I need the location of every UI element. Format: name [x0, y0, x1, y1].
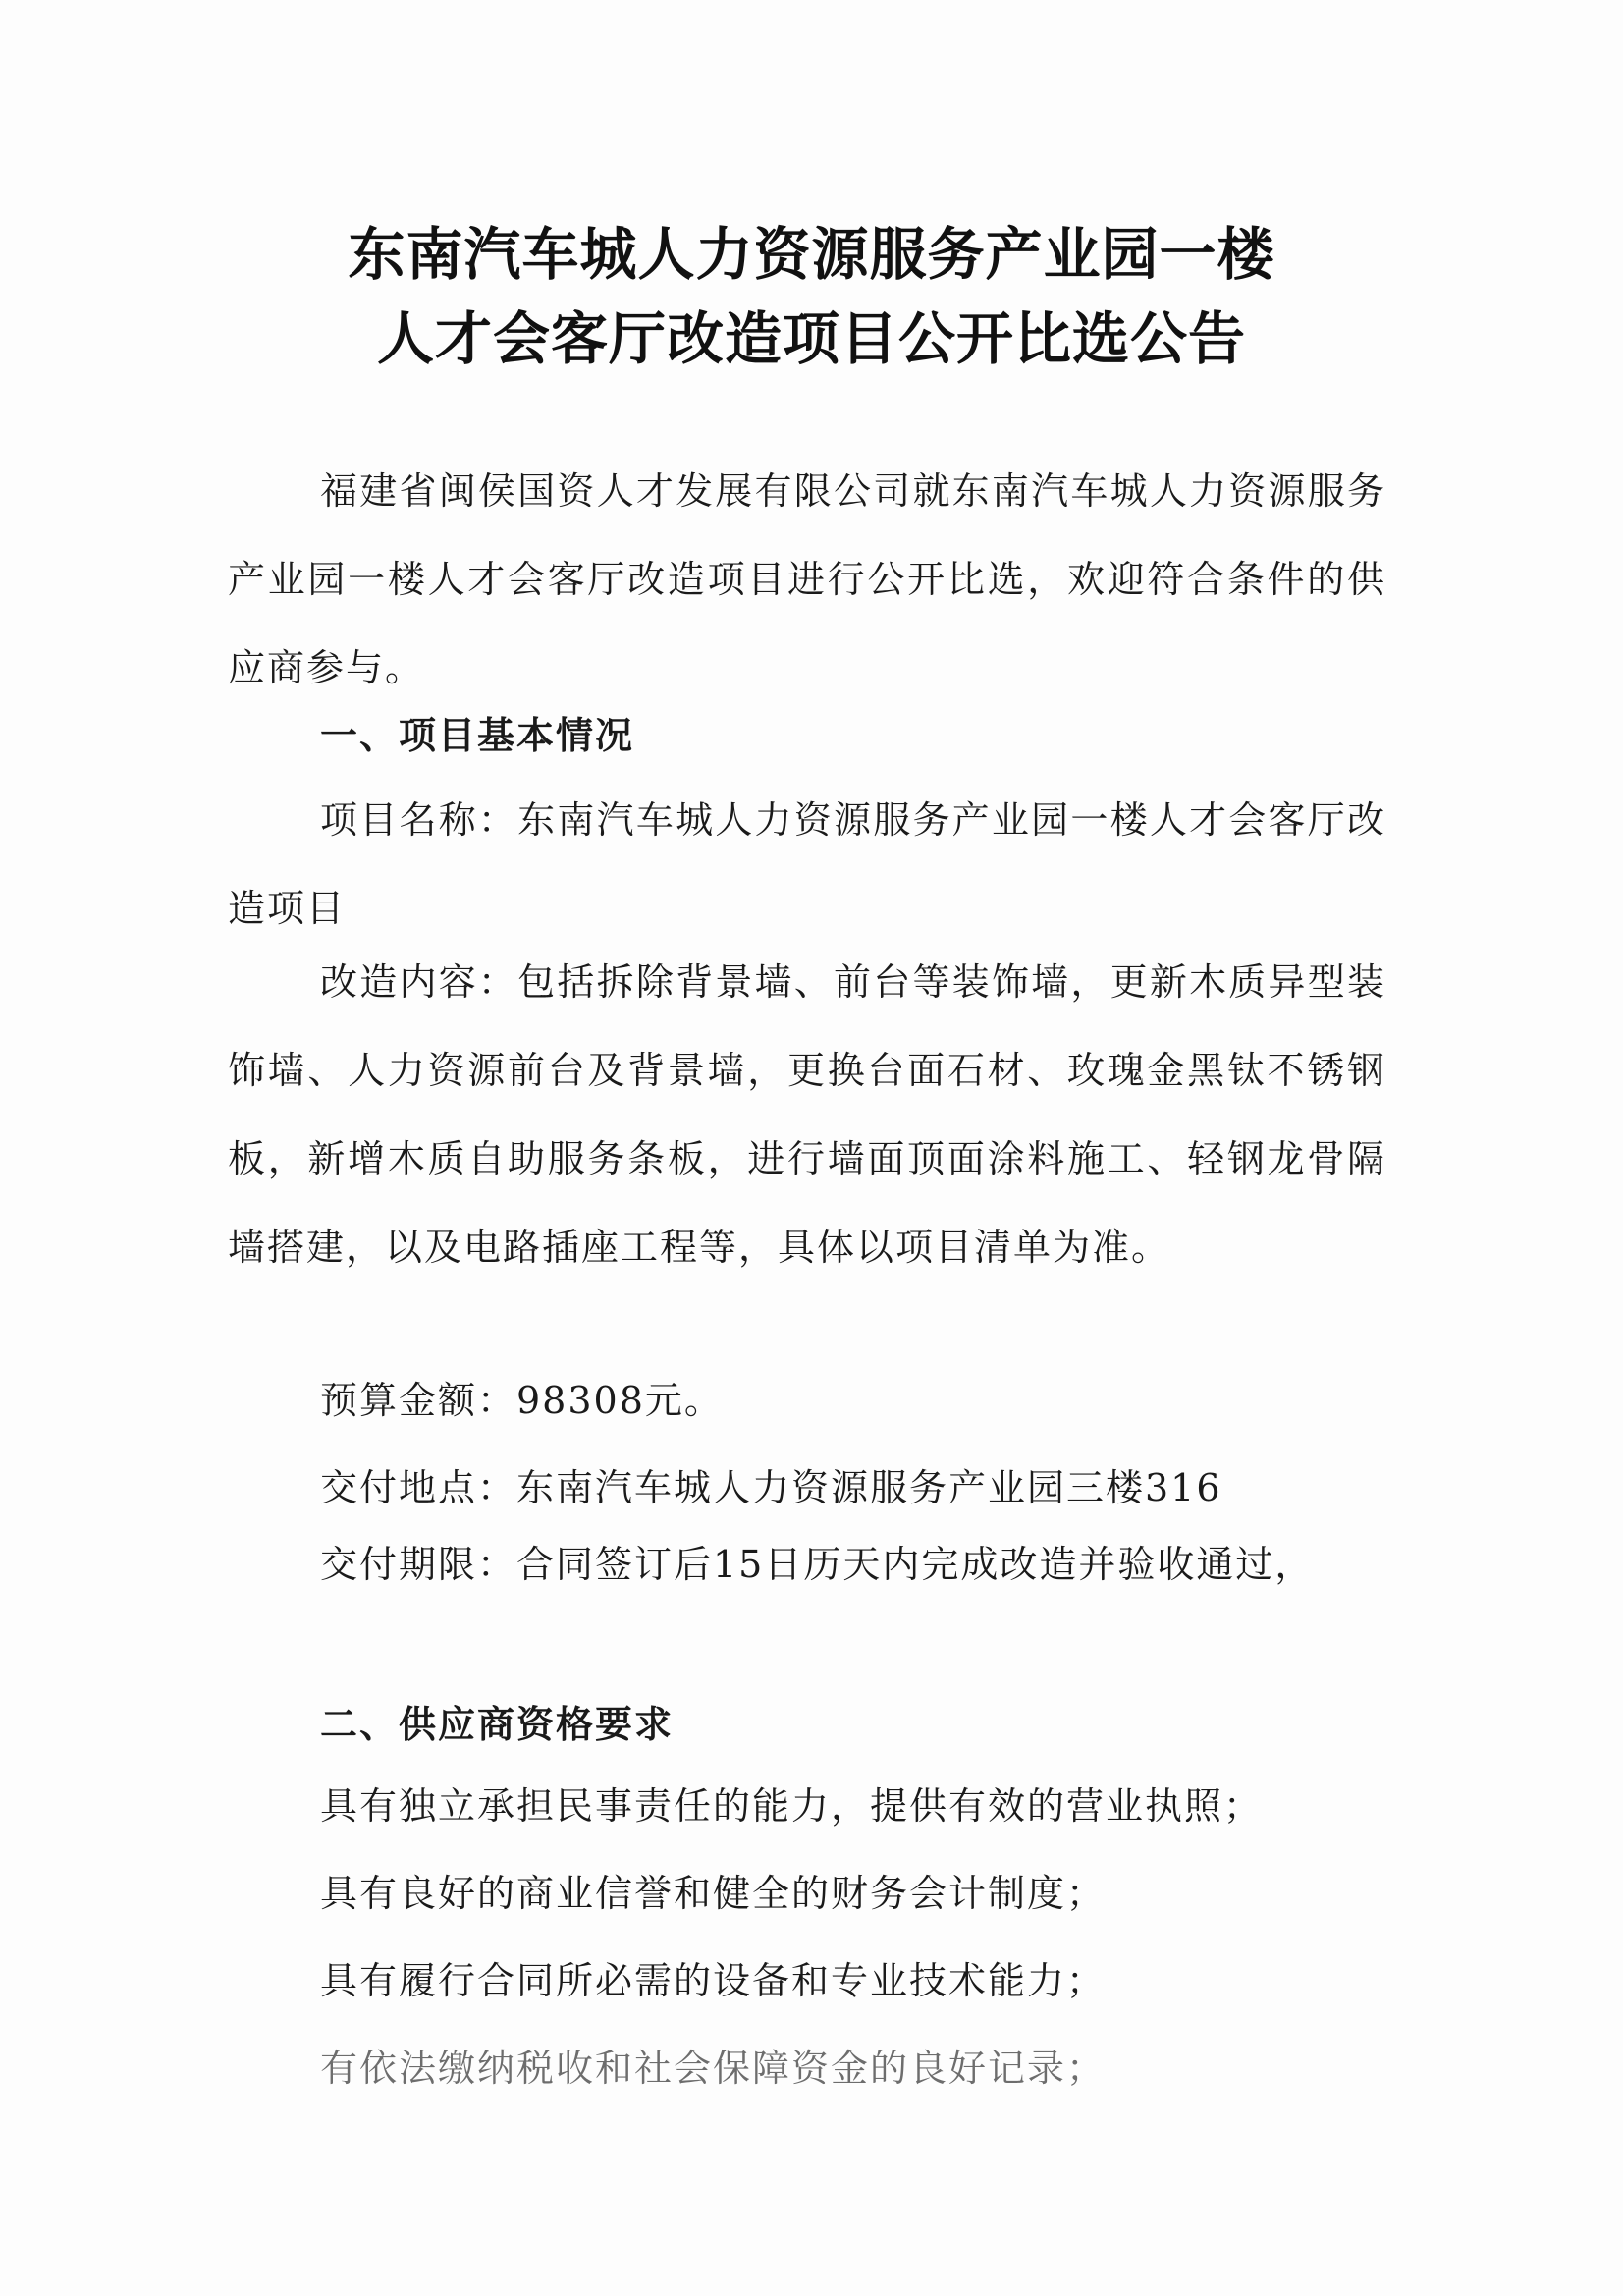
document-title-line-1: 东南汽车城人力资源服务产业园一楼 [348, 221, 1275, 288]
delivery-deadline-paragraph: 交付期限：合同签订后15日历天内完成改造并验收通过， [320, 1543, 1315, 1586]
requirement-2: 具有良好的商业信誉和健全的财务会计制度； [320, 1872, 1107, 1915]
section-1-heading: 一、项目基本情况 [320, 714, 635, 757]
budget-line: 预算金额：98308元。 [320, 1379, 724, 1422]
delivery-location-line: 交付地点：东南汽车城人力资源服务产业园三楼316 [320, 1466, 1222, 1509]
section-2-heading: 二、供应商资格要求 [320, 1703, 675, 1746]
requirement-3: 具有履行合同所必需的设备和专业技术能力； [320, 1959, 1107, 2002]
requirement-4: 有依法缴纳税收和社会保障资金的良好记录； [320, 2047, 1107, 2090]
project-name-paragraph: 项目名称：东南汽车城人力资源服务产业园一楼人才会客厅改造项目 [228, 798, 1386, 930]
renovation-content-paragraph: 改造内容：包括拆除背景墙、前台等装饰墙，更新木质异型装饰墙、人力资源前台及背景墙，更换台面石材、玫瑰金黑钛不锈钢板，新增木质自助服务条板，进行墙面顶面涂料施工、轻钢龙骨隔墙搭建，以及电路插座工程等，具体以项目清单为准。 [228, 960, 1386, 1269]
intro-paragraph: 福建省闽侯国资人才发展有限公司就东南汽车城人力资源服务产业园一楼人才会客厅改造项目进行公开比选，欢迎符合条件的供应商参与。 [228, 469, 1386, 689]
requirement-1: 具有独立承担民事责任的能力，提供有效的营业执照； [320, 1784, 1264, 1828]
document-title-line-2: 人才会客厅改造项目公开比选公告 [376, 305, 1246, 372]
